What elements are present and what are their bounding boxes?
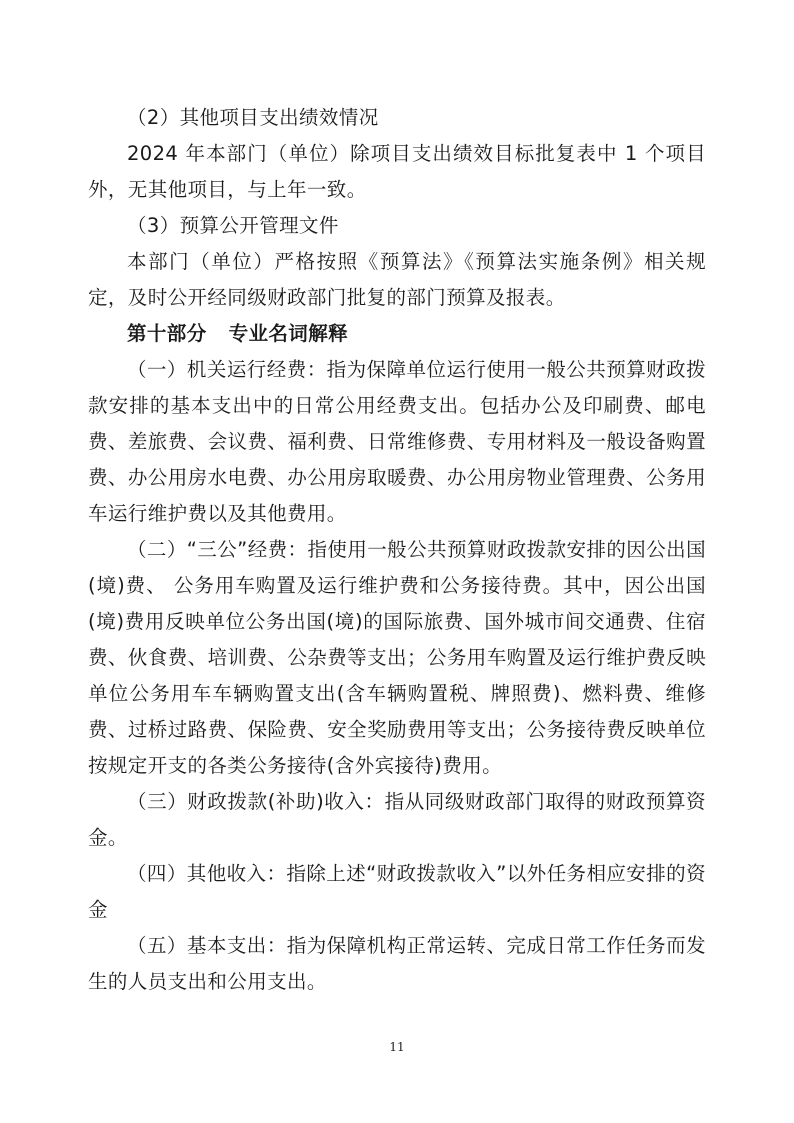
paragraph-other-projects-heading: （2）其他项目支出绩效情况 — [127, 106, 379, 129]
paragraph-budget-docs-text: 本部门（单位）严格按照《预算法》《预算法实施条例》相关规定，及时公开经同级财政部门批复的部门预算及报表。 — [88, 250, 706, 309]
section-subtitle: 专业名词解释 — [228, 322, 349, 345]
page-number: 11 — [389, 1040, 405, 1054]
document-body — [88, 100, 706, 1000]
term-fiscal-appropriation-income: （三）财政拨款(补助)收入：指从同级财政部门取得的财政预算资金。 — [88, 790, 706, 849]
term-three-public-expenses: （二）“三公”经费：指使用一般公共预算财政拨款安排的因公出国(境)费、 公务用车购置及运行维护费和公务接待费。其中，因公出国(境)费用反映单位公务出国(境)的国际旅费、国外城市间交通费、住宿费、伙食费、培训费、公杂费等支出；公务用车购置及运行维护费反映单位公务用车车辆购置支出(含车辆购置税、牌照费)、燃料费、维修费、过桥过路费、保险费、安全奖励费用等支出；公务接待费反映单位按规定开支的各类公务接待(含外宾接待)费用。 — [88, 538, 706, 777]
section-title: 第十部分 — [127, 322, 207, 345]
section-heading — [88, 316, 706, 352]
term-operating-expenses: （一）机关运行经费：指为保障单位运行使用一般公共预算财政拨款安排的基本支出中的日常公用经费支出。包括办公及印刷费、邮电费、差旅费、会议费、福利费、日常维修费、专用材料及一般设备购置费、办公用房水电费、办公用房取暖费、办公用房物业管理费、公务用车运行维护费以及其他费用。 — [88, 358, 706, 525]
term-basic-expenditure: （五）基本支出：指为保障机构正常运转、完成日常工作任务而发生的人员支出和公用支出。 — [88, 934, 706, 993]
paragraph-other-projects-text: 2024 年本部门（单位）除项目支出绩效目标批复表中 1 个项目外，无其他项目，与上年一致。 — [88, 142, 706, 201]
paragraph-budget-docs-heading: （3）预算公开管理文件 — [127, 214, 339, 237]
term-other-income: （四）其他收入：指除上述“财政拨款收入”以外任务相应安排的资金 — [88, 862, 706, 921]
